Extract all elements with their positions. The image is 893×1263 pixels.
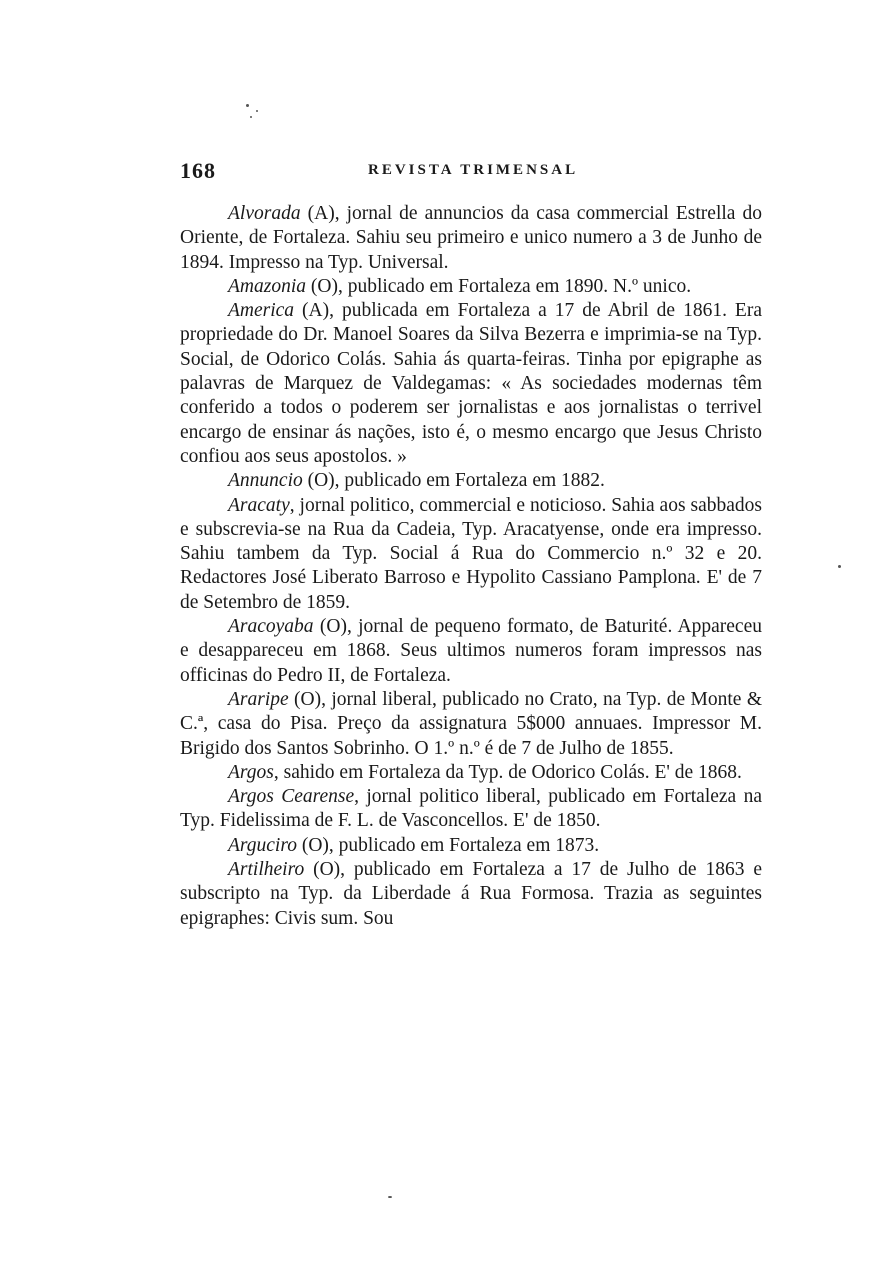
entry-text: (O), publicado em Fortaleza a 17 de Julho de 1863 e subscripto na Typ. da Liberdade á Rua Formosa. Trazia as seguintes epigraphes: Civis sum. Sou — [180, 859, 762, 929]
body-text — [180, 202, 762, 931]
entry-text: , jornal politico, commercial e noticioso. Sahia aos sabbados e subscrevia-se na Rua da Cadeia, Typ. Aracatyense, onde era impresso. Sahiu tambem da Typ. Social á Rua do Commercio n.º 32 e 20. Redactores José Liberato Barroso e Hypolito Cassiano Pamplona. E' de 7 de Setembro de 1859. — [180, 494, 762, 613]
entry-text: , sahido em Fortaleza da Typ. de Odorico Colás. E' de 1868. — [273, 761, 742, 783]
entry-amazonia — [180, 275, 762, 299]
entry-araripe — [180, 688, 762, 761]
page-speck — [246, 104, 249, 107]
page-speck — [838, 565, 841, 568]
entry-name: Aracoyaba — [228, 616, 314, 638]
entry-text: (O), publicado em Fortaleza em 1873. — [296, 834, 600, 856]
entry-name: Arguciro — [228, 834, 297, 856]
entry-text: , jornal politico liberal, publicado em Fortaleza na Typ. Fidelissima de F. L. de Vasconcellos. E' de 1850. — [180, 786, 762, 832]
page-speck — [388, 1196, 392, 1198]
entry-text: (O), jornal liberal, publicado no Crato, na Typ. de Monte & C.ª, casa do Pisa. Preço da assignatura 5$000 annuaes. Impressor M. Brigido dos Santos Sobrinho. O 1.º n.º é de 7 de Julho de 1855. — [180, 688, 762, 759]
entry-america — [180, 299, 762, 469]
entry-name: Argos Cearense — [228, 786, 355, 808]
page-speck — [256, 110, 258, 112]
entry-name: Argos — [228, 761, 274, 783]
page-speck — [250, 116, 252, 118]
entry-alvorada — [180, 202, 762, 275]
entry-annuncio — [180, 469, 762, 493]
entry-aracaty — [180, 494, 762, 615]
entry-name: America — [228, 300, 295, 322]
page-header — [180, 158, 762, 188]
running-title: REVISTA TRIMENSAL — [368, 162, 579, 178]
entry-name: Alvorada — [228, 203, 301, 224]
entry-name: Aracaty — [228, 494, 290, 516]
entry-name: Araripe — [228, 688, 289, 710]
entry-text: (O), publicado em Fortaleza em 1890. N.º unico. — [306, 275, 692, 297]
entry-artilheiro — [180, 858, 762, 931]
entry-text: (A), publicada em Fortaleza a 17 de Abril de 1861. Era propriedade do Dr. Manoel Soares da Silva Bezerra e imprimia-se na Typ. Social, de Odorico Colás. Sahia ás quarta-feiras. Tinha por epigraphe as palavras de Marquez de Valdegamas: « As sociedades modernas têm conferido a todos o poderem ser jornalistas e aos jornalistas o terrivel encargo de ensinar ás nações, isto é, o mesmo encargo que Jesus Christo confiou aos seus apostolos. » — [180, 300, 762, 467]
entry-arguciro — [180, 834, 762, 858]
entry-text: (A), jornal de annuncios da casa commercial Estrella do Oriente, de Fortaleza. Sahiu seu primeiro e unico numero a 3 de Junho de 1894. Impresso na Typ. Universal. — [180, 203, 762, 273]
entry-aracoyaba — [180, 615, 762, 688]
entry-argos — [180, 761, 762, 785]
page-number: 168 — [180, 158, 216, 183]
entry-text: (O), jornal de pequeno formato, de Baturité. Appareceu e desappareceu em 1868. Seus ultimos numeros foram impressos nas officinas do Pedro II, de Fortaleza. — [180, 616, 762, 686]
entry-name: Amazonia — [228, 275, 306, 297]
entry-argos-cearense — [180, 785, 762, 834]
entry-name: Artilheiro — [228, 859, 305, 881]
entry-name: Annuncio — [228, 470, 303, 492]
entry-text: (O), publicado em Fortaleza em 1882. — [302, 470, 605, 492]
